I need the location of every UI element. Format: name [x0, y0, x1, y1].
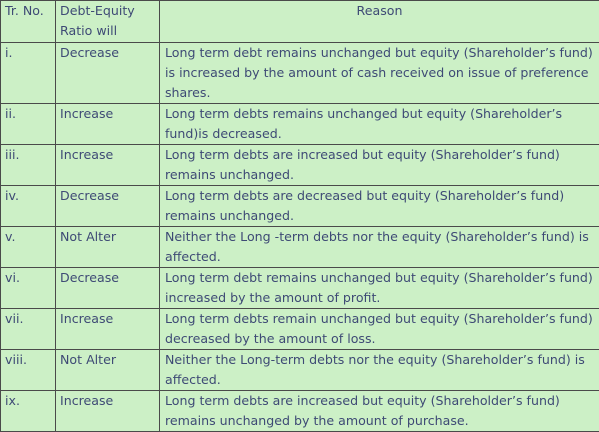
transaction-no-cell: iii.	[1, 145, 56, 186]
ratio-effect-cell: Increase	[56, 145, 160, 186]
ratio-effect-cell: Decrease	[56, 186, 160, 227]
transaction-no-cell: iv.	[1, 186, 56, 227]
table-row	[1, 227, 599, 268]
reason-cell: Long term debts are increased but equity (Shareholder’s fund) remains unchanged.	[160, 145, 599, 186]
table-row	[1, 391, 599, 432]
ratio-effect-cell: Increase	[56, 309, 160, 350]
reason-cell: Long term debts remains unchanged but equity (Shareholder’s fund)is decreased.	[160, 104, 599, 145]
table-row	[1, 186, 599, 227]
ratio-effect-cell: Not Alter	[56, 350, 160, 391]
transaction-no-cell: ix.	[1, 391, 56, 432]
table-row	[1, 268, 599, 309]
ratio-effect-cell: Not Alter	[56, 227, 160, 268]
transaction-no-cell: viii.	[1, 350, 56, 391]
table-row	[1, 309, 599, 350]
reason-cell: Long term debt remains unchanged but equity (Shareholder’s fund) increased by the amount of profit.	[160, 268, 599, 309]
table-row	[1, 43, 599, 104]
ratio-effect-cell: Increase	[56, 391, 160, 432]
reason-cell: Neither the Long -term debts nor the equity (Shareholder’s fund) is affected.	[160, 227, 599, 268]
ratio-effect-cell: Decrease	[56, 268, 160, 309]
reason-cell: Long term debt remains unchanged but equity (Shareholder’s fund) is increased by the amount of cash received on issue of preference shares.	[160, 43, 599, 104]
transaction-no-cell: i.	[1, 43, 56, 104]
reason-cell: Long term debts remain unchanged but equity (Shareholder’s fund) decreased by the amount of loss.	[160, 309, 599, 350]
reason-cell: Long term debts are decreased but equity (Shareholder’s fund) remains unchanged.	[160, 186, 599, 227]
reason-cell: Long term debts are increased but equity (Shareholder’s fund) remains unchanged by the amount of purchase.	[160, 391, 599, 432]
ratio-effect-cell: Increase	[56, 104, 160, 145]
header-reason: Reason	[160, 1, 599, 43]
reason-cell: Neither the Long-term debts nor the equity (Shareholder’s fund) is affected.	[160, 350, 599, 391]
transaction-no-cell: vi.	[1, 268, 56, 309]
header-debt-equity-ratio: Debt-Equity Ratio will	[56, 1, 160, 43]
table-row	[1, 350, 599, 391]
table-row	[1, 145, 599, 186]
table-header-row	[1, 1, 599, 43]
table-row	[1, 104, 599, 145]
transaction-no-cell: v.	[1, 227, 56, 268]
transaction-no-cell: vii.	[1, 309, 56, 350]
ratio-effect-cell: Decrease	[56, 43, 160, 104]
header-transaction-no: Tr. No.	[1, 1, 56, 43]
transaction-no-cell: ii.	[1, 104, 56, 145]
